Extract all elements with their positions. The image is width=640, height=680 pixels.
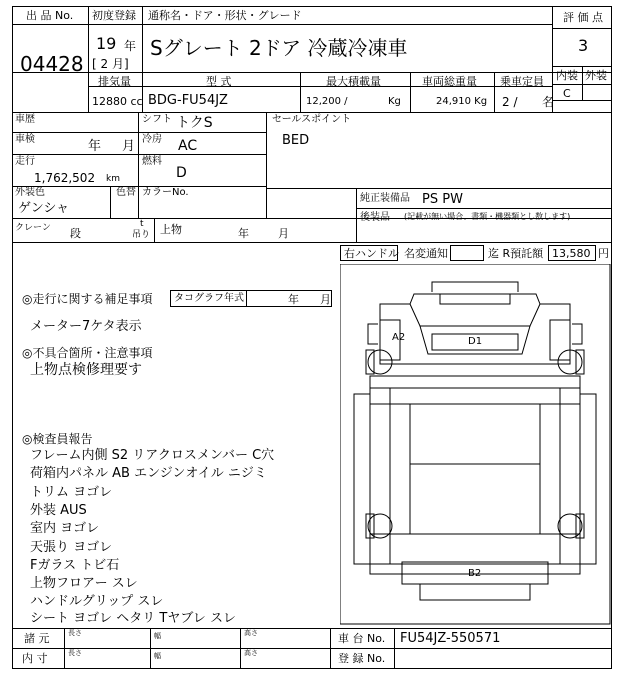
grid-line [494, 72, 495, 112]
report-line: フレーム内側 S2 リアクロスメンバー C穴 [30, 448, 275, 463]
color-number-label: カラーNo. [142, 187, 189, 198]
capacity-unit: 名 [542, 95, 555, 109]
driving-notes-header: ◎走行に関する補足事項 [22, 292, 153, 306]
cab-roof-panel [440, 294, 510, 304]
cargo-box-inner [390, 388, 560, 564]
grid-line [552, 100, 612, 101]
cargo-box-outline [370, 376, 580, 574]
upper-body-label: 上物 [160, 223, 182, 236]
max-load-value: 12,200 / [306, 96, 348, 107]
inner-dimensions-label: 内 寸 [22, 652, 48, 665]
grid-line [552, 84, 612, 85]
cab-top [432, 282, 518, 292]
report-line: トリム ヨゴレ [30, 485, 113, 500]
fuel-label: 燃料 [142, 156, 162, 167]
equipment-label: 純正装備品 [360, 193, 410, 204]
grid-line [12, 648, 612, 649]
registration-year-unit: 年 [124, 39, 137, 53]
displacement-value: 12880 cc [92, 95, 143, 108]
tachograph-year-unit: 年 [288, 293, 299, 306]
report-line: 上物フロアー スレ [30, 576, 138, 591]
sales-point-value: BED [282, 133, 310, 148]
inner-width-label: 幅 [154, 652, 161, 660]
grid-line [12, 72, 612, 73]
crane-hang-unit: 吊り [132, 230, 151, 240]
gross-weight-value: 24,910 Kg [436, 96, 488, 107]
damage-mark-b2: B2 [468, 568, 482, 579]
report-line: 室内 ヨゴレ [30, 521, 100, 536]
report-line: 荷箱内パネル AB エンジンオイル ニジミ [30, 466, 267, 481]
name-change-label: 名変通知 [404, 247, 448, 260]
exterior-color-label: 外装色 [15, 187, 45, 198]
grid-line [12, 242, 612, 243]
recycle-deposit-amount: 13,580 [552, 247, 591, 260]
displacement-label: 排気量 [98, 75, 131, 88]
shift-label: シフト [142, 114, 172, 125]
upper-body-year-unit: 年 [238, 227, 249, 240]
recycle-deposit-unit: 円 [598, 247, 609, 260]
mileage-value: 1,762,502 [34, 171, 96, 185]
defect-note: 上物点検修理要す [30, 362, 142, 378]
type-label: 型 式 [206, 75, 232, 88]
grid-line [266, 112, 267, 218]
grid-line [12, 628, 612, 629]
grid-line [88, 6, 89, 112]
fuel-value: D [176, 165, 187, 181]
report-line: シート ヨゴレ ヘタリ Tヤブレ スレ [30, 611, 236, 626]
dimensions-label: 諸 元 [24, 632, 50, 645]
grid-line [12, 24, 552, 25]
crane-ton-unit: t [140, 219, 144, 229]
cargo-floor-lines [410, 404, 540, 534]
report-line: 外装 AUS [30, 503, 87, 518]
driving-note: メーター7ケタ表示 [30, 319, 142, 334]
inner-length-label: 長さ [68, 649, 82, 657]
inspection-label: 車検 [15, 134, 35, 145]
height-label: 高さ [244, 629, 258, 637]
front-right-fender [576, 350, 584, 374]
damage-mark-a2: A2 [392, 332, 406, 343]
crane-label: クレーン [15, 223, 51, 233]
grid-line [266, 188, 612, 189]
registration-year: 19 [96, 34, 117, 53]
grid-line [12, 154, 266, 155]
model-description-label: 通称名・ドア・形状・グレード [148, 9, 302, 22]
grid-line [330, 628, 331, 669]
steering-value: 右ハンドル [344, 247, 399, 260]
evaluation-score: 3 [578, 36, 589, 55]
tachograph-label: タコグラフ年式 [174, 293, 244, 304]
max-load-label: 最大積載量 [326, 75, 381, 88]
right-mirror [572, 324, 582, 344]
inspector-report-header: ◎検査員報告 [22, 432, 93, 446]
sales-point-label: セールスポイント [272, 114, 352, 125]
name-change-box [450, 245, 484, 261]
grid-line [12, 186, 266, 187]
grid-line [150, 628, 151, 669]
lot-number-label: 出 品 No. [26, 9, 74, 22]
exterior-grade-label: 外装 [585, 69, 607, 82]
retrofit-note: (記載が無い場合、書類・機器類とし数します) [404, 212, 571, 221]
exterior-color-value: ゲンシャ [18, 201, 70, 216]
grid-line [552, 28, 612, 29]
tachograph-month-unit: 月 [320, 293, 331, 306]
report-line: Fガラス トビ石 [30, 558, 120, 573]
interior-grade-label: 内装 [556, 69, 578, 82]
capacity-label: 乗車定員 [500, 75, 544, 88]
retrofit-label: 後装品 [360, 212, 390, 223]
first-registration-label: 初度登録 [92, 9, 136, 22]
grid-line [246, 290, 247, 307]
length-label: 長さ [68, 629, 82, 637]
grade-label: 評 価 点 [563, 11, 603, 24]
width-label: 幅 [154, 632, 161, 640]
mileage-label: 走行 [15, 156, 35, 167]
grid-line [356, 208, 612, 209]
grid-line [356, 188, 357, 242]
ac-label: 冷房 [142, 134, 162, 145]
grid-line [154, 218, 155, 242]
registration-month: [ 2 月] [92, 57, 129, 71]
history-label: 車歴 [15, 114, 35, 125]
front-left-fender [366, 350, 374, 374]
grid-line [582, 66, 583, 100]
upper-body-month-unit: 月 [278, 227, 289, 240]
chassis-number: FU54JZ-550571 [400, 631, 501, 646]
shift-value: トクS [176, 115, 213, 131]
inspection-year-unit: 年 [88, 139, 102, 154]
report-line: ハンドルグリップ スレ [30, 594, 164, 609]
capacity-value: 2 / [502, 95, 518, 109]
interior-grade-value: C [563, 87, 571, 100]
report-line: 天張り ヨゴレ [30, 540, 113, 555]
recycle-deposit-label: 迄 R預託額 [488, 247, 544, 260]
inspection-month-unit: 月 [122, 139, 136, 154]
grid-line [64, 628, 65, 669]
damage-mark-d1: D1 [468, 336, 483, 347]
windshield [410, 304, 540, 326]
grid-line [12, 112, 612, 113]
grid-line [410, 72, 411, 112]
grid-line [12, 132, 266, 133]
model-code: BDG-FU54JZ [148, 93, 228, 108]
grid-line [110, 186, 111, 218]
mileage-unit: km [106, 174, 120, 184]
chassis-number-label: 車 台 No. [338, 632, 386, 645]
rear-doors [420, 584, 530, 600]
ac-value: AC [178, 138, 198, 154]
gross-weight-label: 車両総重量 [422, 75, 477, 88]
grid-line [88, 86, 552, 87]
registration-number-label: 登 録 No. [338, 652, 386, 665]
grid-line [240, 628, 241, 669]
color-change-label: 色替 [116, 187, 136, 198]
truck-diagram [340, 264, 612, 626]
inner-height-label: 高さ [244, 649, 258, 657]
left-mirror [368, 324, 378, 344]
grid-line [138, 112, 139, 218]
max-load-unit: Kg [388, 96, 401, 107]
grid-line [394, 628, 395, 669]
crane-stage-unit: 段 [70, 227, 81, 240]
model-name: Sグレート 2ドア 冷蔵冷凍車 [150, 36, 408, 60]
grid-line [300, 72, 301, 112]
defect-notes-header: ◎不具合箇所・注意事項 [22, 346, 153, 360]
equipment-value: PS PW [422, 192, 463, 207]
right-door [550, 320, 570, 360]
lot-number: 04428 [20, 52, 84, 76]
cargo-box-divider [370, 404, 580, 534]
